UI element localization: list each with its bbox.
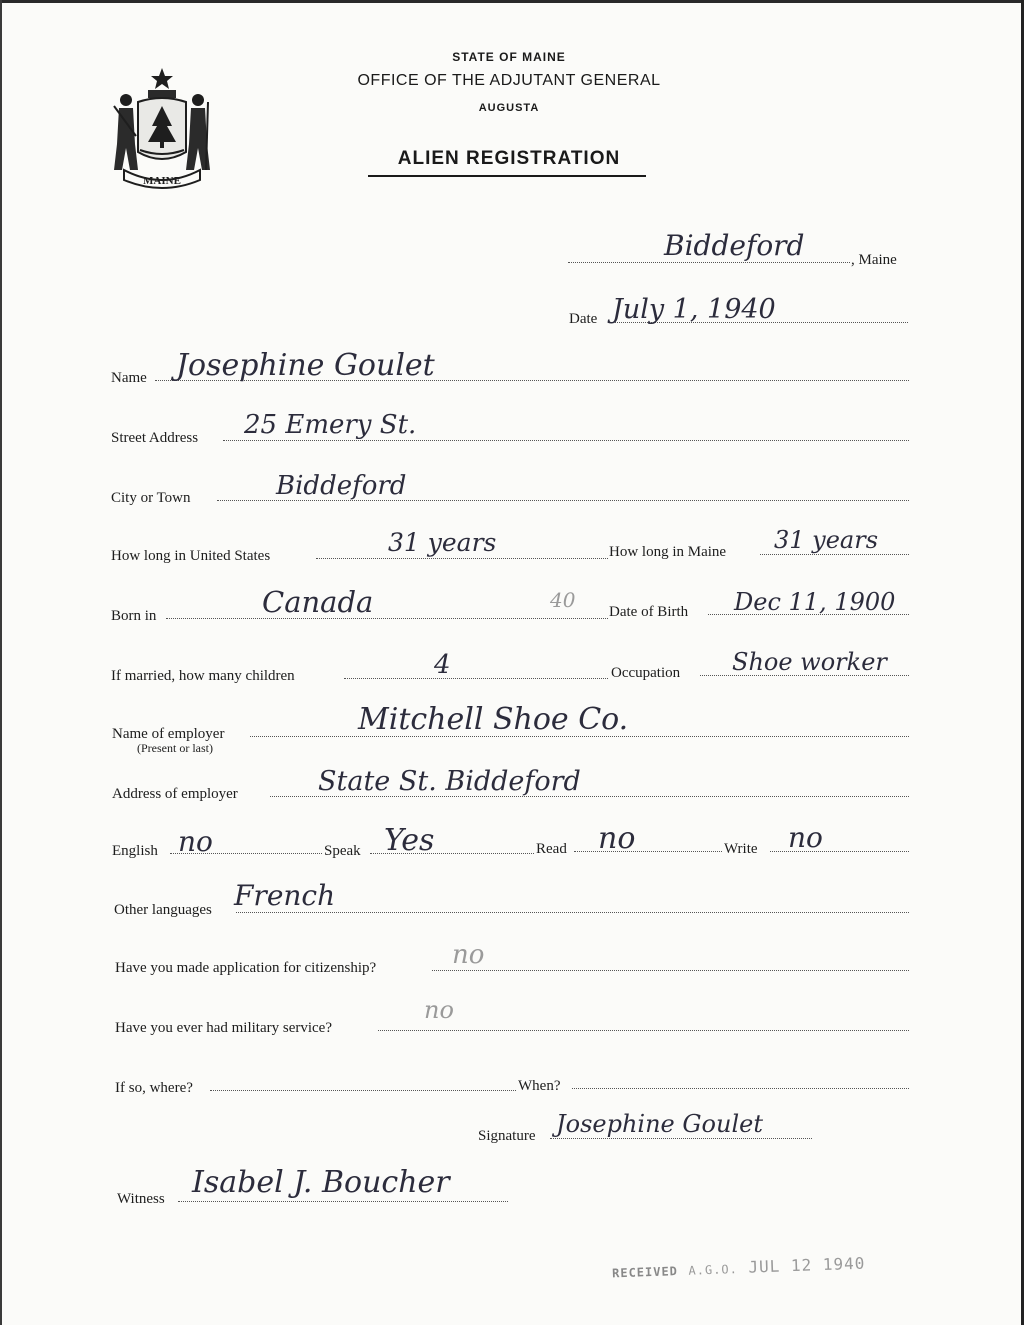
form-title: ALIEN REGISTRATION xyxy=(397,148,621,169)
dob-label: Date of Birth xyxy=(609,604,689,620)
how-long-me-line xyxy=(760,554,909,555)
age-pencil-note: 40 xyxy=(550,588,576,612)
how-long-us-line xyxy=(316,558,608,559)
employer-note: (Present or last) xyxy=(137,741,213,755)
children-value: 4 xyxy=(434,650,451,680)
received-stamp xyxy=(612,1254,866,1282)
occupation-label: Occupation xyxy=(611,665,681,681)
read-line xyxy=(574,851,722,852)
stamp-date: JUL 12 1940 xyxy=(748,1253,866,1277)
where-line xyxy=(210,1090,516,1091)
children-line xyxy=(344,678,608,679)
employer-value: Mitchell Shoe Co. xyxy=(358,702,629,737)
name-label: Name xyxy=(111,370,147,386)
how-long-me-value: 31 years xyxy=(774,526,879,554)
write-label: Write xyxy=(724,841,758,857)
dob-value: Dec 11, 1900 xyxy=(734,588,896,616)
town-value: Biddeford xyxy=(664,229,805,262)
citizenship-line xyxy=(432,970,909,971)
signature-value: Josephine Goulet xyxy=(556,1110,763,1138)
witness-value: Isabel J. Boucher xyxy=(192,1165,450,1200)
scan-edge-left xyxy=(0,0,2,1325)
born-in-label: Born in xyxy=(111,608,157,624)
occupation-value: Shoe worker xyxy=(732,648,887,676)
born-in-value: Canada xyxy=(262,585,374,619)
street-label: Street Address xyxy=(111,430,199,446)
state-heading: STATE OF MAINE xyxy=(452,50,566,64)
town-line xyxy=(568,262,850,263)
seal-maine-text: MAINE xyxy=(143,175,181,187)
signature-line xyxy=(550,1138,812,1139)
street-value: 25 Emery St. xyxy=(244,410,417,440)
other-languages-label: Other languages xyxy=(114,902,212,918)
witness-label: Witness xyxy=(117,1191,165,1207)
signature-label: Signature xyxy=(478,1128,536,1144)
read-value: no xyxy=(598,821,636,856)
date-value: July 1, 1940 xyxy=(612,294,776,325)
title-underline xyxy=(368,175,646,177)
citizenship-value: no xyxy=(452,940,485,970)
stamp-received: RECEIVED xyxy=(611,1264,679,1281)
children-label: If married, how many children xyxy=(111,668,295,684)
english-label: English xyxy=(112,843,158,859)
scan-edge-top xyxy=(0,0,1024,3)
when-label: When? xyxy=(518,1078,561,1094)
military-value: no xyxy=(424,996,454,1024)
street-line xyxy=(223,440,909,441)
date-label: Date xyxy=(569,311,598,327)
english-value: no xyxy=(178,825,213,858)
born-in-line xyxy=(166,618,608,619)
speak-value: Yes xyxy=(384,823,435,858)
name-value: Josephine Goulet xyxy=(176,348,435,383)
city-label: City or Town xyxy=(111,490,191,506)
witness-line xyxy=(178,1201,508,1202)
read-label: Read xyxy=(536,841,567,857)
employer-label: Name of employer xyxy=(112,726,225,742)
speak-label: Speak xyxy=(324,843,361,859)
stamp-office: A.G.O. xyxy=(688,1262,739,1278)
citizenship-label: Have you made application for citizenship? xyxy=(115,960,377,976)
other-languages-value: French xyxy=(234,879,336,912)
military-label: Have you ever had military service? xyxy=(115,1020,332,1036)
how-long-us-value: 31 years xyxy=(388,528,497,557)
military-line xyxy=(378,1030,909,1031)
office-heading: OFFICE OF THE ADJUTANT GENERAL xyxy=(357,72,661,89)
other-languages-line xyxy=(236,912,909,913)
write-value: no xyxy=(788,821,823,854)
how-long-me-label: How long in Maine xyxy=(609,544,727,560)
where-label: If so, where? xyxy=(115,1080,193,1096)
city-heading: AUGUSTA xyxy=(478,102,540,114)
city-value: Biddeford xyxy=(276,471,407,501)
maine-label: , Maine xyxy=(851,252,897,268)
how-long-us-label: How long in United States xyxy=(111,548,271,564)
employer-address-label: Address of employer xyxy=(112,786,238,802)
employer-address-value: State St. Biddeford xyxy=(318,766,581,797)
when-line xyxy=(572,1088,909,1089)
